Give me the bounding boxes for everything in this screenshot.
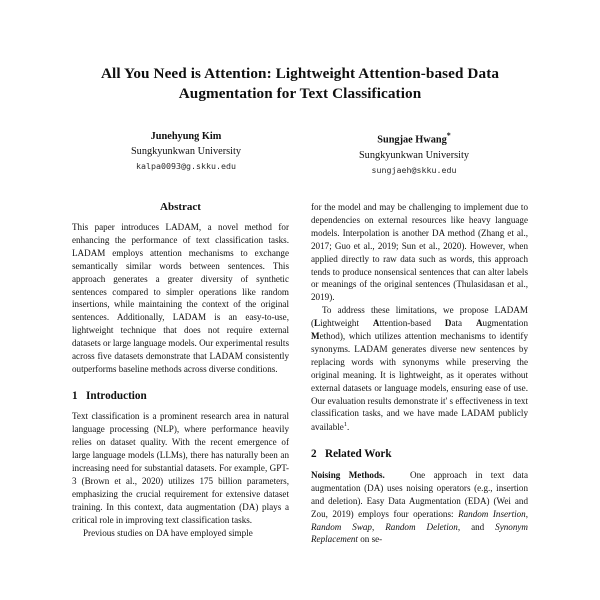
noising-methods-conjunction: , and [457, 521, 496, 532]
author-email[interactable]: sungjaeh@skku.edu [371, 164, 457, 175]
two-column-body [72, 201, 528, 546]
right-column [311, 201, 528, 546]
footnote-marker[interactable]: 1 [343, 421, 348, 429]
author-email[interactable]: kalpa0093@g.skku.edu [136, 161, 236, 172]
proposal-lead: To address these limitations, we propose LADAM ( [311, 305, 528, 329]
expansion-letter-m: M [311, 331, 320, 342]
noising-methods-text-after: on se- [357, 534, 383, 545]
author-list [72, 130, 528, 177]
author-name-text: Junehyung Kim [150, 131, 222, 143]
proposal-tail-end: . [347, 422, 350, 433]
eda-op-random-deletion: Random Deletion [385, 521, 458, 532]
author-block-2 [300, 130, 528, 177]
proposal-paragraph [311, 304, 528, 434]
proposal-tail: ), which utilizes attention mechanisms to identify synonyms. LADAM generates diverse new sentences by replacing words with synonyms while preserving the original meaning. It is lightweight, as it operates without external datasets or language models, ensuring ease of use. Our evaluation results demonstrate it' s effectiveness in text classification tasks, and we have made LADAM publicly available [311, 331, 528, 433]
author-affiliation: Sungkyunkwan University [130, 146, 242, 158]
noising-methods-text-before: One approach in text data augmentation (DA) uses noising operators (e.g., insertion and deletion). Easy Data Augmentation (EDA) (Wei and Zou, 2019) employs four operations: [311, 469, 528, 519]
noising-methods-paragraph: Noising Methods. One approach in text data augmentation (DA) uses noising operators (e.g., insertion and deletion). Easy Data Augmentation (EDA) (Wei and Zou, 2019) employs four operations: Random Insertion, Random Swap, Random Deletion, and Synonym Replacement on se- [311, 469, 528, 545]
expansion-rest-lightweight: ightweight [320, 318, 373, 329]
continued-paragraph: for the model and may be challenging to implement due to dependencies on external resources like heavy language models. Interpolation is another DA method (Zhang et al., 2017; Guo et al., 2019; Sun et al., 2020). However, when applied directly to raw data such as words, this approach tends to produce nonsensical sentences that can alter labels or meanings of the original sentences (Thulasidasan et al., 2019). [311, 201, 528, 303]
expansion-rest-method: ethod [319, 331, 340, 342]
intro-paragraph-2: Previous studies on DA have employed simple [83, 527, 253, 538]
section-title: Introduction [86, 389, 147, 402]
eda-op-random-insertion: Random Insertion [458, 508, 526, 519]
left-column [72, 201, 289, 546]
expansion-rest-attention: ttention-based [379, 318, 445, 329]
abstract-body: This paper introduces LADAM, a novel method for enhancing the performance of text classification tasks. LADAM employs attention mechanisms to exchange semantically similar words between sentences. This approach generates a greater diversity of synthetic sentences compared to simpler operations like random insertions, while maintaining the context of the original sentences. Additionally, LADAM is an easy-to-use, lightweight technique that does not require external datasets or large language models. Our experimental results across five datasets demonstrate that LADAM consistently outperforms baseline methods across diverse conditions. [72, 221, 290, 374]
author-name [72, 130, 300, 145]
eda-op-random-swap: Random Swap [311, 521, 372, 532]
page-title: All You Need is Attention: Lightweight Attention-based Data Augmentation for Text Classification [100, 65, 500, 103]
expansion-letter-a2: A [475, 318, 483, 329]
expansion-rest-data: ata [451, 318, 476, 329]
expansion-letter-l: L [314, 318, 321, 329]
author-name [300, 130, 528, 148]
section-heading-related-work [311, 447, 528, 462]
section-title: Related Work [325, 448, 392, 461]
author-block-1 [72, 130, 300, 177]
eda-op-synonym-replacement: Synonym Replacement [311, 521, 528, 545]
runin-heading-noising-methods: Noising Methods. [311, 469, 385, 480]
section-heading-introduction [72, 389, 289, 404]
intro-paragraph-1: Text classification is a prominent research area in natural language processing (NLP), where performance heavily relies on dataset quality. With the recent emergence of large language models (LLMs), there has naturally been an increasing need for substantial datasets. For example, GPT-3 (Brown et al., 2020) utilizes 175 billion parameters, emphasizing the crucial requirement for extensive dataset training. In this context, data augmentation (DA) plays a critical role in improving text classification tasks. [72, 411, 289, 525]
section-number: 2 [311, 448, 317, 461]
expansion-rest-augmentation: ugmentation [482, 318, 529, 329]
expansion-letter-d: D [444, 318, 452, 329]
abstract-heading: Abstract [160, 200, 201, 213]
section-number: 1 [72, 389, 78, 402]
author-name-text: Sungjae Hwang [377, 134, 447, 146]
expansion-letter-a1: A [372, 318, 380, 329]
author-affiliation: Sungkyunkwan University [358, 149, 470, 161]
corresponding-author-marker: * [446, 131, 451, 141]
